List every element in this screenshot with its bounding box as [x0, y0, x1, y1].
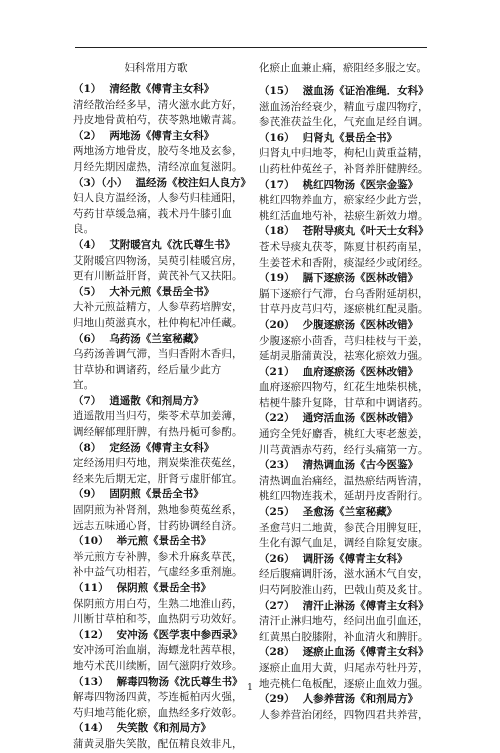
- verse-line: 保阴煎方用白芍，生熟二地淮山药，: [73, 597, 243, 610]
- formula-number: （11）: [73, 582, 109, 594]
- verse-line: 补中益气功相若，气虚经多重剂施。: [73, 566, 243, 579]
- formula-entry: [259, 411, 435, 458]
- formula-number: （23）: [259, 459, 295, 472]
- formula-heading: [259, 458, 435, 474]
- formula-heading: [259, 84, 435, 100]
- formula-heading: [73, 285, 249, 301]
- formula-number: （6）: [73, 332, 102, 345]
- formula-entry: [73, 581, 249, 628]
- verse-line: 更有川断益肝肾，黄芪补气又扶阳。: [73, 270, 243, 283]
- formula-heading: [259, 131, 435, 147]
- verse-line: 川断甘草柏和芩，血热阴亏功效好。: [73, 613, 243, 626]
- verse-line: 艾附暖宫四物汤，吴萸引桂暖宫房，: [73, 254, 243, 267]
- formula-heading: [259, 599, 435, 615]
- formula-name: 逐瘀止血汤《傅青主女科》: [302, 646, 429, 659]
- formula-name: 圣愈汤《兰室秘藏》: [302, 506, 398, 519]
- formula-name: 保阴煎《景岳全书》: [116, 582, 212, 594]
- formula-entry: [259, 599, 435, 646]
- formula-heading: [259, 271, 435, 287]
- verse-line: 芍归地芎能化瘀，血热经多疗效彰。: [73, 706, 243, 719]
- formula-entry: [259, 552, 435, 599]
- verse-line: 两地汤方地骨皮，胶芍冬地及玄参，: [73, 145, 243, 158]
- formula-entry: [259, 84, 435, 131]
- formula-entry: [73, 332, 249, 394]
- formula-number: （27）: [259, 599, 295, 612]
- formula-heading: [73, 129, 249, 145]
- verse-line: 滋血汤治经衰少，精血亏虚四物疗，: [259, 100, 429, 113]
- formula-number: （19）: [259, 272, 295, 285]
- formula-entry: [259, 458, 435, 505]
- formula-name: 通窍活血汤《医林改错》: [302, 412, 419, 425]
- formula-number: （14）: [73, 722, 109, 735]
- formula-name: 清经散《傅青主女科》: [109, 83, 215, 95]
- formula-name: 失笑散《和剂局方》: [116, 722, 212, 735]
- formula-name: 清汗止淋汤《傅青主女科》: [302, 599, 429, 612]
- verse-line: 解毒四物汤四黄，芩连栀柏丙火强，: [73, 691, 243, 704]
- verse-line: 生姜苍术和香附，痰湿经少或闭经。: [259, 256, 429, 269]
- formula-number: （17）: [259, 178, 295, 191]
- formula-heading: [259, 645, 435, 661]
- formula-number: （4）: [73, 238, 102, 251]
- formula-heading: [73, 721, 249, 737]
- formula-name: 安冲汤《医学衷中参西录》: [116, 628, 243, 641]
- verse-line: 地芍术芪川续断，固气滋阴疗效珍。: [73, 659, 243, 672]
- formula-entry: [259, 505, 435, 552]
- formula-number: （13）: [73, 675, 109, 688]
- formula-entry: [73, 129, 249, 176]
- verse-line: 经后腹痛调肝汤，滋水涵木气自安，: [259, 568, 429, 581]
- formula-heading: [73, 238, 249, 254]
- formula-name: 苍附导痰丸《叶天士女科》: [302, 225, 429, 238]
- right-entry-list: [259, 84, 435, 723]
- verse-line: 大补元煎益精方，人参草药培脾安，: [73, 301, 243, 314]
- formula-name: 清热调血汤《古今医鉴》: [302, 459, 419, 472]
- verse-line: 固阴煎为补肾剂，熟地参萸菟丝系，: [73, 504, 243, 517]
- verse-line: 少腹逐瘀小茴香，芎归桂枝与干姜，: [259, 334, 429, 347]
- formula-heading: [259, 365, 435, 381]
- verse-line: 宜。: [73, 379, 95, 392]
- formula-entry: [259, 692, 435, 723]
- continued-verse-line: 化瘀止血兼止痛，瘀阻经多服之安。: [259, 62, 427, 74]
- formula-heading: [259, 552, 435, 568]
- verse-line: 归地山萸滋真水，杜仲枸杞冲任藏。: [73, 316, 243, 329]
- formula-entry: [73, 441, 249, 488]
- verse-line: 川芎黄酒赤芍药，经行头痛第一方。: [259, 443, 429, 456]
- formula-entry: [259, 271, 435, 318]
- verse-line: 蒲黄灵脂失笑散，配伍精良效非凡，: [73, 737, 243, 750]
- formula-number: （15）: [259, 85, 295, 97]
- formula-heading: [73, 82, 249, 98]
- verse-line: 桔梗牛膝升复降，甘草和中调诸药。: [259, 396, 429, 409]
- verse-line: 安冲汤可治血崩，海螵龙牡茜草根，: [73, 644, 243, 657]
- header-rule: [75, 47, 427, 48]
- verse-line: 红黄黑白胶膝附，补血清火和脾肝。: [259, 630, 429, 643]
- verse-line: 人参养营治闭经，四物四君共养营，: [259, 708, 429, 721]
- verse-line: 调经解郁理肝脾，有热丹栀可参酌。: [73, 426, 243, 439]
- formula-entry: [259, 131, 435, 178]
- formula-name: 少腹逐瘀汤《医林改错》: [302, 318, 419, 331]
- formula-number: （9）: [73, 488, 102, 501]
- verse-line: 逍遥散用当归芍，柴苓术草加姜薄，: [73, 410, 243, 423]
- formula-heading: [73, 534, 249, 550]
- formula-number: （5）: [73, 285, 102, 298]
- formula-name: 血府逐瘀汤《医林改错》: [302, 365, 419, 378]
- formula-heading: [259, 692, 435, 708]
- verse-line: 丹皮地骨黄柏芍，茯苓熟地嫩青蒿。: [73, 114, 243, 127]
- formula-heading: [73, 176, 252, 192]
- formula-heading: [73, 628, 249, 644]
- verse-line: 甘草协和调诸药，经后量少此方: [73, 363, 222, 376]
- formula-name: 归肾丸《景岳全书》: [302, 131, 398, 144]
- formula-number: （25）: [259, 506, 295, 519]
- verse-line: 经来先后期无定，肝肾亏虚肝郁宜。: [73, 472, 243, 485]
- verse-line: 归肾丸中归地苓，枸杞山黄重益精，: [259, 147, 429, 160]
- formula-entry: [73, 534, 249, 581]
- formula-heading: [73, 332, 249, 348]
- verse-line: 延胡灵脂蒲黄没，祛寒化瘀效力强。: [259, 350, 429, 363]
- verse-line: 桃红四物养血方，瘀家经少此方尝，: [259, 194, 429, 207]
- formula-number: （3）（小）: [73, 176, 128, 189]
- formula-heading: [259, 178, 435, 194]
- formula-name: 桃红四物汤《医宗金鉴》: [302, 178, 419, 191]
- verse-line: 桃红活血地芍补，祛瘀生新效力增。: [259, 209, 429, 222]
- formula-number: （22）: [259, 412, 295, 425]
- formula-entry: [73, 238, 249, 285]
- formula-number: （2）: [73, 129, 102, 142]
- formula-heading: [73, 581, 249, 597]
- formula-heading: [259, 411, 435, 427]
- formula-name: 膈下逐瘀汤《医林改错》: [302, 272, 419, 285]
- verse-line: 苍术导痰丸茯苓，陈夏甘枳药南星，: [259, 240, 429, 253]
- formula-number: （29）: [259, 693, 295, 706]
- formula-heading: [259, 318, 435, 334]
- verse-line: 逐瘀止血用大黄，归尾赤芍牡丹芳，: [259, 661, 429, 674]
- verse-line: 远志五味通心肾，甘药协调经自济。: [73, 519, 243, 532]
- formula-entry: [73, 82, 249, 129]
- left-column: [73, 60, 252, 753]
- formula-number: （20）: [259, 318, 295, 331]
- formula-name: 解毒四物汤《沈氏尊生书》: [116, 675, 243, 688]
- formula-name: 艾附暖宫丸《沈氏尊生书》: [109, 238, 236, 251]
- formula-name: 逍遥散《和剂局方》: [109, 394, 204, 407]
- verse-line: 桃红四物连莪术，延胡丹皮香附行。: [259, 490, 429, 503]
- formula-name: 温经汤《校注妇人良方》: [135, 176, 252, 189]
- formula-heading: [73, 487, 249, 503]
- right-column: [259, 60, 435, 723]
- formula-entry: [73, 285, 249, 332]
- verse-line: 乌药汤善调气滞，当归香附木香归，: [73, 348, 243, 361]
- verse-line: 山药杜仲菟丝子，补肾养肝健脾经。: [259, 162, 429, 175]
- formula-entry: [259, 224, 435, 271]
- verse-line: 血府逐瘀四物芍，红花生地柴枳桃，: [259, 381, 429, 394]
- formula-heading: [259, 224, 435, 240]
- formula-number: （21）: [259, 365, 295, 378]
- formula-name: 固阴煎《景岳全书》: [109, 488, 204, 501]
- verse-line: 清汗止淋归地芍，经问出血引血还，: [259, 615, 429, 628]
- verse-line: 生化有源气血足，调经自除复安康。: [259, 537, 429, 550]
- page-number: 1: [247, 683, 253, 693]
- verse-line: 参芪淮茯益生化，气充血足经自调。: [259, 116, 429, 129]
- page-title: 妇科常用方歌: [124, 62, 188, 74]
- verse-line: 甘草丹皮芎归芍，逐瘀桃红配灵脂。: [259, 303, 429, 316]
- formula-heading: [73, 394, 249, 410]
- formula-heading: [73, 441, 249, 457]
- formula-number: （28）: [259, 646, 295, 659]
- formula-entry: [259, 318, 435, 365]
- verse-line: 膈下逐瘀行气滞，台乌香附延胡枳，: [259, 287, 429, 300]
- formula-name: 大补元煎《景岳全书》: [109, 285, 215, 298]
- formula-name: 调肝汤《傅青主女科》: [302, 552, 408, 565]
- verse-line: 归芍阿胶淮山药，巴戟山萸及炙甘。: [259, 584, 429, 596]
- verse-line: 妇人良方温经汤，人参芍归桂通阳，: [73, 192, 243, 205]
- formula-heading: [259, 505, 435, 521]
- formula-name: 滋血汤《证治准绳．女科》: [302, 85, 429, 97]
- verse-line: 清热调血治痛经，温热瘀结两皆清，: [259, 474, 429, 487]
- formula-entry: [73, 675, 249, 722]
- formula-number: （16）: [259, 131, 295, 144]
- verse-line: 定经汤用归芍地，荆炭柴淮茯菟丝，: [73, 457, 243, 470]
- formula-entry: [73, 394, 249, 441]
- formula-number: （1）: [73, 83, 102, 95]
- formula-name: 举元煎《景岳全书》: [116, 535, 212, 548]
- formula-number: （12）: [73, 628, 109, 641]
- verse-line: 地壳桃仁龟板配，逐瘀止血效力强。: [259, 677, 429, 690]
- formula-entry: [73, 176, 252, 238]
- formula-entry: [73, 721, 249, 752]
- formula-name: 定经汤《傅青主女科》: [109, 441, 215, 454]
- formula-name: 人参养营汤《和剂局方》: [302, 693, 419, 706]
- verse-line: 芍药甘草缓急痛，莪术丹牛膝引血良。: [73, 207, 232, 236]
- formula-name: 两地汤《傅青主女科》: [109, 129, 215, 142]
- formula-number: （10）: [73, 535, 109, 548]
- formula-number: （7）: [73, 394, 102, 407]
- verse-line: 举元煎方专补脾，参术升麻炙草芪，: [73, 550, 243, 563]
- formula-name: 乌药汤《兰室秘藏》: [109, 332, 204, 345]
- formula-number: （26）: [259, 552, 295, 565]
- verse-line: 通窍全凭好麝香，桃红大枣老葱姜，: [259, 428, 429, 441]
- formula-entry: [73, 628, 249, 675]
- left-entry-list: [73, 82, 252, 753]
- formula-entry: [73, 487, 249, 534]
- verse-line: 圣愈芎归二地黄，参芪合用脾复旺，: [259, 521, 429, 534]
- formula-entry: [259, 178, 435, 225]
- verse-line: 月经先期因虚热，清经凉血复滋阴。: [73, 160, 243, 173]
- formula-number: （18）: [259, 225, 295, 238]
- formula-entry: [259, 365, 435, 412]
- verse-line: 清经散治经多早，清火滋水此方好，: [73, 98, 243, 111]
- formula-number: （8）: [73, 441, 102, 454]
